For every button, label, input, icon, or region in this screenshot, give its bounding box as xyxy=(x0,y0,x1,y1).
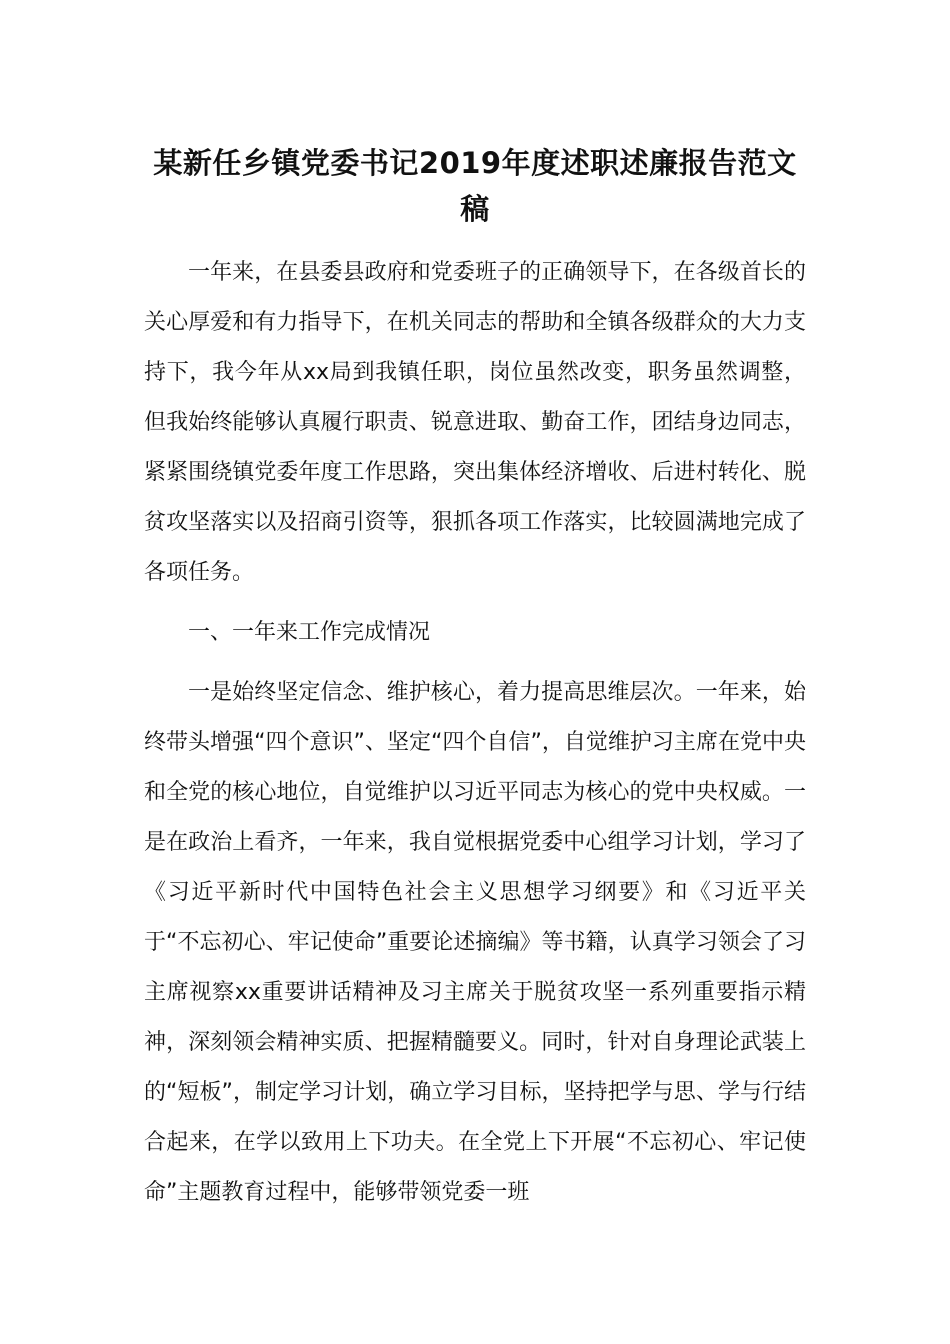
paragraph-section-1: 一是始终坚定信念、维护核心，着力提高思维层次。一年来，始终带头增强“四个意识”、坚定“四个自信”，自觉维护习主席在党中央和全党的核心地位，自觉维护以习近平同志为核心的党中央权威。一是在政治上看齐，一年来，我自觉根据党委中心组学习计划，学习了《习近平新时代中国特色社会主义思想学习纲要》和《习近平关于“不忘初心、牢记使命”重要论述摘编》等书籍，认真学习领会了习主席视察xx重要讲话精神及习主席关于脱贫攻坚一系列重要指示精神，深刻领会精神实质、把握精髓要义。同时，针对自身理论武装上的“短板”，制定学习计划，确立学习目标，坚持把学与思、学与行结合起来，在学以致用上下功夫。在全党上下开展“不忘初心、牢记使命”主题教育过程中，能够带领党委一班 xyxy=(144,680,806,1205)
title-line-2: 稿 xyxy=(460,192,490,226)
paragraph-intro: 一年来，在县委县政府和党委班子的正确领导下，在各级首长的关心厚爱和有力指导下，在机关同志的帮助和全镇各级群众的大力支持下，我今年从xx局到我镇任职，岗位虽然改变，职务虽然调整，但我始终能够认真履行职责、锐意进取、勤奋工作，团结身边同志，紧紧围绕镇党委年度工作思路，突出集体经济增收、后进村转化、脱贫攻坚落实以及招商引资等，狠抓各项工作落实，比较圆满地完成了各项任务。 xyxy=(144,260,806,585)
document-body xyxy=(144,248,806,1218)
section-heading: 一、一年来工作完成情况 xyxy=(188,620,431,645)
document-title xyxy=(140,140,810,232)
title-line-1: 某新任乡镇党委书记2019年度述职述廉报告范文 xyxy=(153,146,797,180)
